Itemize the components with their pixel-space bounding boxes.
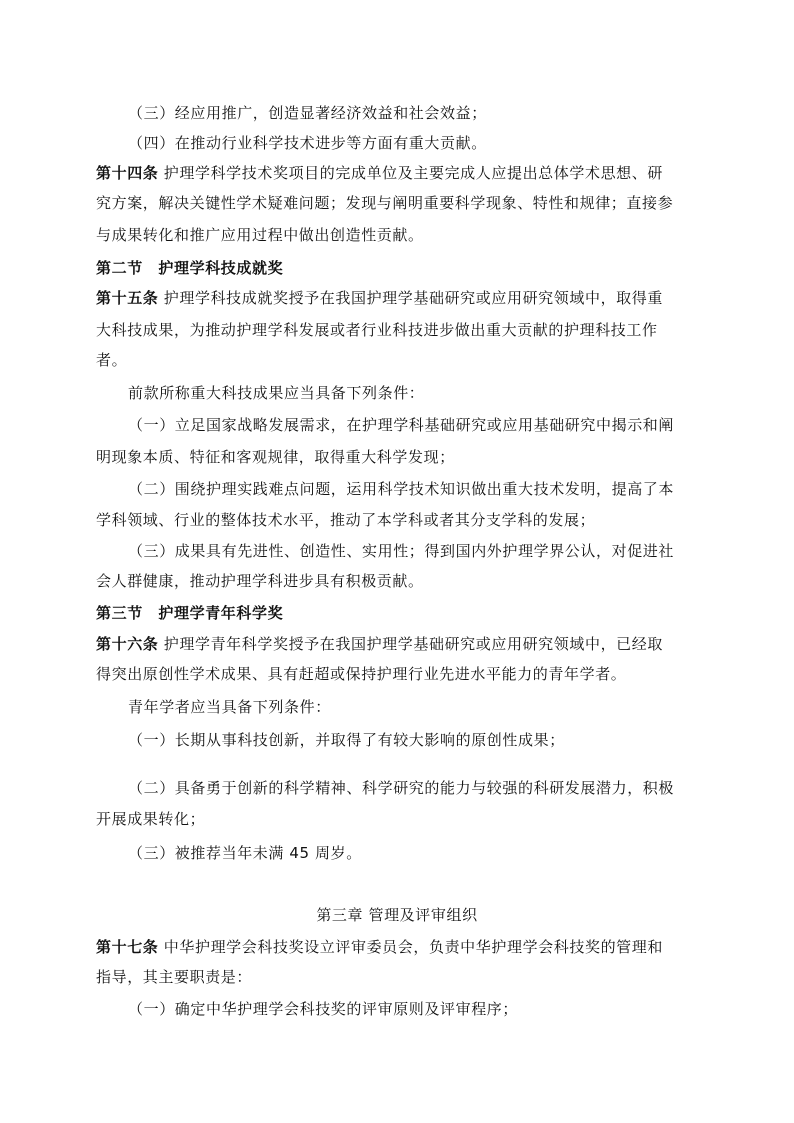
article-text: 护理学科技成就奖授予在我国护理学基础研究或应用研究领域中，取得重: [163, 289, 663, 307]
article-text: 中华护理学会科技奖设立评审委员会，负责中华护理学会科技奖的管理和: [163, 938, 663, 956]
paragraph-line: 明现象本质、特征和客观规律，取得重大科学发现；: [96, 448, 455, 466]
paragraph-line: （三）被推荐当年未满 45 周岁。: [128, 844, 362, 862]
article-16-line: [96, 634, 696, 654]
paragraph-line: 者。: [96, 351, 128, 369]
paragraph-line: 究方案，解决关键性学术疑难问题；发现与阐明重要科学现象、特性和规律；直接参: [96, 194, 674, 212]
article-text: 护理学青年科学奖授予在我国护理学基础研究或应用研究领域中，已经取: [163, 635, 663, 653]
paragraph-line: 得突出原创性学术成果、具有赶超或保持护理行业先进水平能力的青年学者。: [96, 665, 627, 683]
paragraph-line: 会人群健康，推动护理学科进步具有积极贡献。: [96, 572, 424, 590]
article-text: 护理学科学技术奖项目的完成单位及主要完成人应提出总体学术思想、研: [163, 164, 663, 182]
article-15-line: [96, 288, 696, 308]
paragraph-line: （四）在推动行业科学技术进步等方面有重大贡献。: [128, 134, 487, 152]
paragraph-line: （二）具备勇于创新的科学精神、科学研究的能力与较强的科研发展潜力，积极: [128, 779, 675, 797]
paragraph-line: （一）确定中华护理学会科技奖的评审原则及评审程序；: [128, 1000, 519, 1018]
paragraph-line: 大科技成果，为推动护理学科发展或者行业科技进步做出重大贡献的护理科技工作: [96, 321, 658, 339]
section-heading: 第三节 护理学青年科学奖: [96, 604, 284, 622]
paragraph-line: 学科领域、行业的整体技术水平，推动了本学科或者其分支学科的发展；: [96, 511, 596, 529]
article-label: 第十七条: [96, 938, 159, 956]
article-17-line: [96, 937, 696, 957]
article-label: 第十六条: [96, 635, 159, 653]
paragraph-line: （一）长期从事科技创新，并取得了有较大影响的原创性成果；: [128, 731, 565, 749]
section-heading: 第二节 护理学科技成就奖: [96, 259, 284, 277]
paragraph-line: （三）成果具有先进性、创造性、实用性；得到国内外护理学界公认，对促进社: [128, 542, 675, 560]
paragraph-line: 前款所称重大科技成果应当具备下列条件：: [128, 384, 425, 402]
paragraph-line: 与成果转化和推广应用过程中做出创造性贡献。: [96, 226, 424, 244]
paragraph-line: （一）立足国家战略发展需求，在护理学科基础研究或应用基础研究中揭示和阐: [128, 416, 675, 434]
article-label: 第十四条: [96, 164, 159, 182]
article-label: 第十五条: [96, 289, 159, 307]
article-14-line: [96, 163, 696, 183]
paragraph-line: （二）围绕护理实践难点问题，运用科学技术知识做出重大技术发明，提高了本: [128, 480, 675, 498]
paragraph-line: 指导，其主要职责是：: [96, 968, 253, 986]
paragraph-line: 青年学者应当具备下列条件：: [128, 698, 331, 716]
paragraph-line: 开展成果转化；: [96, 810, 206, 828]
chapter-heading: 第三章 管理及评审组织: [316, 906, 478, 924]
paragraph-line: （三）经应用推广，创造显著经济效益和社会效益；: [128, 104, 487, 122]
